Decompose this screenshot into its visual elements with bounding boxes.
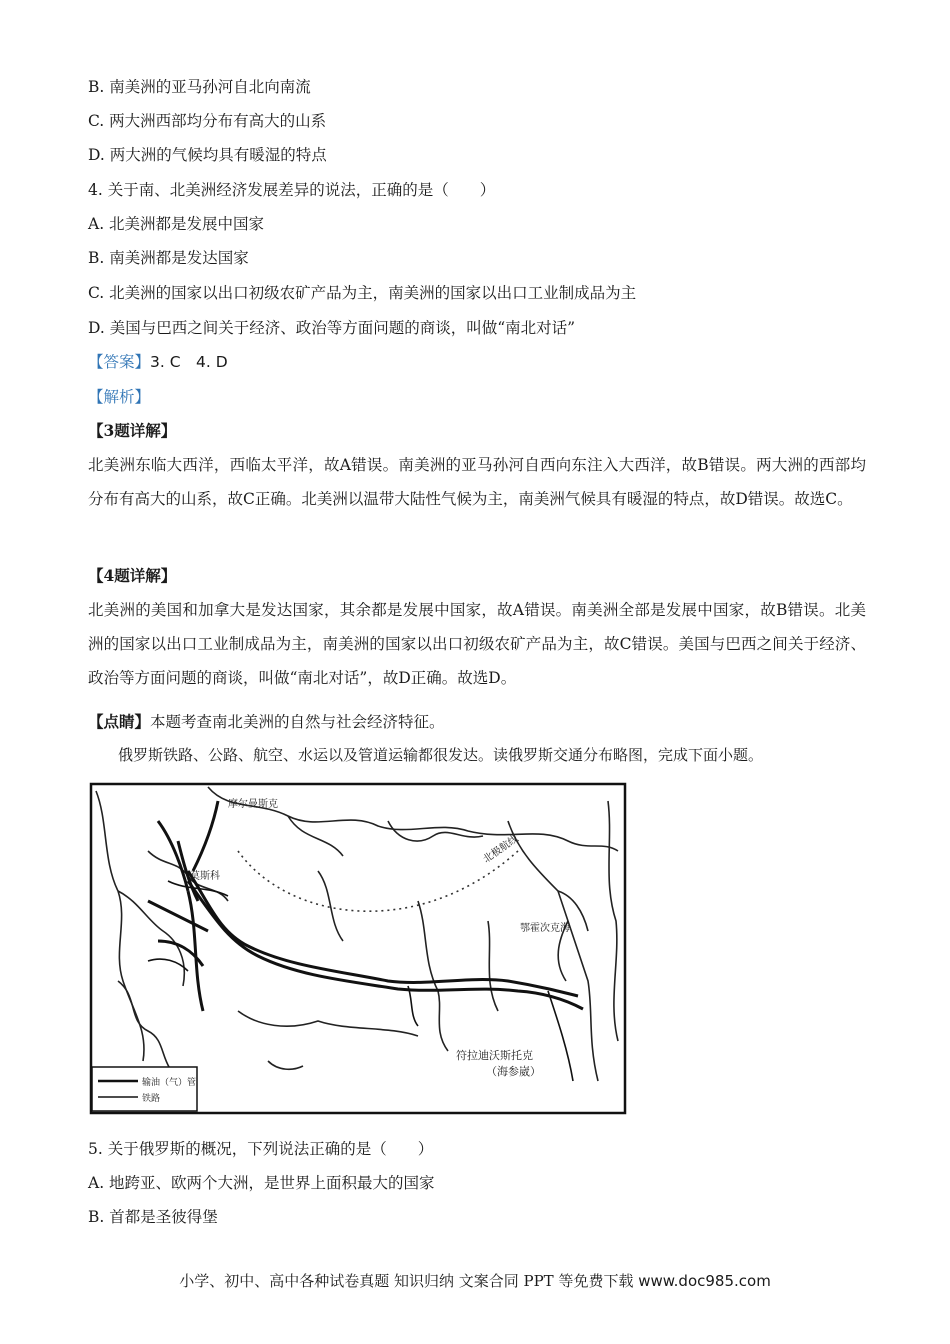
q3-detail-heading: 【3题详解】 [88, 421, 177, 440]
russia-transport-map [88, 781, 628, 1116]
question-4-stem: 4. 关于南、北美洲经济发展差异的说法，正确的是（ ） [88, 181, 496, 199]
analysis-label: 【解析】 [88, 388, 151, 406]
option-4a: A. 北美洲都是发展中国家 [88, 215, 265, 233]
comment-text: 本题考查南北美洲的自然与社会经济特征。 [150, 713, 445, 731]
footer-text: 小学、初中、高中各种试卷真题 知识归纳 文案合同 PPT 等免费下载 [179, 1272, 634, 1290]
comment-label: 【点睛】 [88, 712, 151, 731]
label-moscow: 莫斯科 [190, 871, 220, 882]
option-3d: D. 两大洲的气候均具有暖湿的特点 [88, 146, 327, 164]
option-4d: D. 美国与巴西之间关于经济、政治等方面问题的商谈，叫做“南北对话” [88, 319, 576, 337]
footer-url[interactable]: www.doc985.com [638, 1272, 771, 1290]
answer-line [88, 352, 228, 372]
map-legend [92, 1067, 197, 1111]
q4-detail-text: 北美洲的美国和加拿大是发达国家，其余都是发展中国家，故A错误。南美洲全部是发展中国家，故B错误。北美洲的国家以出口工业制成品为主，南美洲的国家以出口初级农矿产品为主，故C错误。美国与巴西之间关于经济、政治等方面问题的商谈，叫做“南北对话”，故D正确。故选D。 [88, 601, 866, 687]
question-5-stem: 5. 关于俄罗斯的概况，下列说法正确的是（ ） [88, 1140, 434, 1158]
label-vladivostok-alt: （海参崴） [486, 1065, 541, 1078]
q3-detail-text: 北美洲东临大西洋，西临太平洋，故A错误。南美洲的亚马孙河自西向东注入大西洋，故B错误。两大洲的西部均分布有高大的山系，故C正确。北美洲以温带大陆性气候为主，南美洲气候具有暖湿的特点，故D错误。故选C。 [88, 456, 866, 508]
label-sea-of-okhotsk: 鄂霍次克海 [520, 923, 570, 934]
q4-detail-heading: 【4题详解】 [88, 566, 177, 585]
label-murmansk: 摩尔曼斯克 [228, 799, 278, 810]
legend-pipeline-label: 输油（气）管 [142, 1078, 197, 1088]
answer-label: 【答案】 [88, 353, 151, 371]
intro-text: 俄罗斯铁路、公路、航空、水运以及管道运输都很发达。读俄罗斯交通分布略图，完成下面小题。 [118, 746, 764, 764]
legend-railway-label: 铁路 [142, 1094, 161, 1104]
map-frame [91, 784, 625, 1113]
option-3c: C. 两大洲西部均分布有高大的山系 [88, 112, 327, 130]
label-vladivostok: 符拉迪沃斯托克 [456, 1049, 533, 1062]
option-5a: A. 地跨亚、欧两个大洲，是世界上面积最大的国家 [88, 1174, 435, 1192]
option-4b: B. 南美洲都是发达国家 [88, 249, 249, 267]
answer-value: 3. C 4. D [150, 353, 228, 371]
page-footer [0, 1270, 950, 1291]
option-5b: B. 首都是圣彼得堡 [88, 1208, 218, 1226]
option-4c: C. 北美洲的国家以出口初级农矿产品为主，南美洲的国家以出口工业制成品为主 [88, 284, 637, 302]
comment-line [88, 712, 445, 732]
option-3b: B. 南美洲的亚马孙河自北向南流 [88, 78, 311, 96]
label-arctic-route: 北极航线 [481, 833, 521, 866]
